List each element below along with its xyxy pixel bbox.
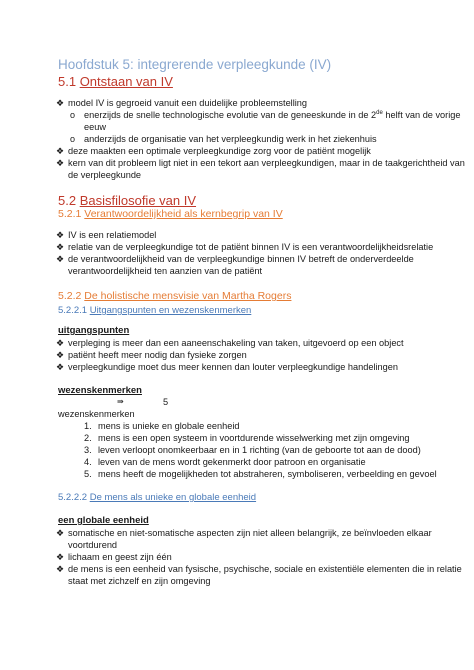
diamond-bullet-icon: ❖ xyxy=(56,230,65,240)
numbered-item-text: leven verloopt onomkeerbaar en in 1 richting (van de geboorte tot aan de dood) xyxy=(98,445,421,455)
list-item-continuation: voortdurend xyxy=(68,540,118,550)
count-value: 5 xyxy=(163,397,169,407)
numbered-item-text: mens is unieke en globale eenheid xyxy=(98,421,240,431)
diamond-bullet-icon: ❖ xyxy=(56,564,65,574)
item-number: 2. xyxy=(84,433,92,443)
list-item: IV is een relatiemodel xyxy=(68,230,157,240)
section-number: 5.1 xyxy=(58,74,80,89)
item-number: 3. xyxy=(84,445,92,455)
uitgangspunten-heading: uitgangspunten xyxy=(58,325,130,336)
numbered-item xyxy=(84,457,92,467)
section-title: De holistische mensvisie van Martha Rogers xyxy=(84,290,292,302)
diamond-bullet-icon: ❖ xyxy=(56,528,65,538)
list-item: model IV is gegroeid vanuit een duidelijke probleemstelling xyxy=(68,98,308,108)
list-item: de mens is een eenheid van fysische, psychische, sociale en existentiële elementen die in relatie xyxy=(68,564,462,574)
list-item: relatie van de verpleegkundige tot de patiënt binnen IV is een verantwoordelijkheidsrelatie xyxy=(68,242,434,252)
section-5-2-2-2-heading xyxy=(58,492,256,503)
item-number: 1. xyxy=(84,421,92,431)
list-item: somatische en niet-somatische aspecten zijn niet alleen belangrijk, ze beïnvloeden elkaar xyxy=(68,528,432,538)
item-number: 5. xyxy=(84,469,92,479)
numbered-item xyxy=(84,445,92,455)
list-item-continuation: eeuw xyxy=(84,122,106,132)
numbered-item-text: mens heeft de mogelijkheden tot abstraheren, symboliseren, verbeelding en gevoel xyxy=(98,469,437,479)
numbered-item-text: mens is een open systeem in voortdurende wisselwerking met zijn omgeving xyxy=(98,433,410,443)
list-text: helft van de vorige xyxy=(382,110,461,121)
arrow-icon: ⇛ xyxy=(117,397,124,406)
list-item: verpleging is meer dan een aaneenschakeling van taken, uitgevoerd op een object xyxy=(68,338,404,348)
section-5-2-heading xyxy=(58,193,196,208)
section-5-2-2-1-heading xyxy=(58,305,251,316)
section-title: De mens als unieke en globale eenheid xyxy=(89,492,257,503)
diamond-bullet-icon: ❖ xyxy=(56,158,65,168)
section-title: Ontstaan van IV xyxy=(79,74,173,89)
circle-bullet-icon: o xyxy=(70,134,76,144)
numbered-item xyxy=(84,421,92,431)
list-item: patiënt heeft meer nodig dan fysieke zorgen xyxy=(68,350,247,360)
list-item-continuation: de verpleegkunde xyxy=(68,170,142,180)
section-number: 5.2.1 xyxy=(58,208,85,220)
section-title: Uitgangspunten en wezenskenmerken xyxy=(89,305,252,316)
section-title: Basisfilosofie van IV xyxy=(79,193,197,208)
numbered-item xyxy=(84,433,92,443)
list-item-continuation: verantwoordelijkheid ten aanzien van de patiënt xyxy=(68,266,263,276)
globale-eenheid-heading: een globale eenheid xyxy=(58,515,149,526)
diamond-bullet-icon: ❖ xyxy=(56,98,65,108)
circle-bullet-icon: o xyxy=(70,110,76,120)
section-5-2-2-heading xyxy=(58,290,291,302)
numbered-item-text: leven van de mens wordt gekenmerkt door patroon en organisatie xyxy=(98,457,366,467)
numbered-item xyxy=(84,469,92,479)
wezenskenmerken-heading: wezenskenmerken xyxy=(58,385,142,396)
section-number: 5.2 xyxy=(58,193,80,208)
list-item: anderzijds de organisatie van het verpleegkundig werk in het ziekenhuis xyxy=(84,134,377,144)
diamond-bullet-icon: ❖ xyxy=(56,362,65,372)
section-number: 5.2.2.2 xyxy=(58,492,90,503)
list-item: deze maakten een optimale verpleegkundige zorg voor de patiënt mogelijk xyxy=(68,146,371,156)
section-5-2-1-heading xyxy=(58,208,283,220)
list-item xyxy=(84,110,461,120)
list-text: enerzijds de snelle technologische evolutie van de geneeskunde in de 2 xyxy=(84,110,377,121)
diamond-bullet-icon: ❖ xyxy=(56,146,65,156)
label-text: wezenskenmerken xyxy=(58,409,135,419)
list-item-continuation: staat met zichzelf en zijn omgeving xyxy=(68,576,211,586)
diamond-bullet-icon: ❖ xyxy=(56,254,65,264)
section-5-1-heading xyxy=(58,74,173,89)
list-item: lichaam en geest zijn één xyxy=(68,552,172,562)
section-number: 5.2.2.1 xyxy=(58,305,90,316)
chapter-heading: Hoofdstuk 5: integrerende verpleegkunde (IV) xyxy=(58,57,332,72)
diamond-bullet-icon: ❖ xyxy=(56,552,65,562)
diamond-bullet-icon: ❖ xyxy=(56,338,65,348)
section-title: Verantwoordelijkheid als kernbegrip van IV xyxy=(84,208,283,220)
diamond-bullet-icon: ❖ xyxy=(56,350,65,360)
list-item: de verantwoordelijkheid van de verpleegkundige binnen IV betreft de onderverdeelde xyxy=(68,254,414,264)
superscript: de xyxy=(376,110,383,116)
diamond-bullet-icon: ❖ xyxy=(56,242,65,252)
item-number: 4. xyxy=(84,457,92,467)
list-item: kern van dit probleem ligt niet in een tekort aan verpleegkundigen, maar in de taakgerichtheid van xyxy=(68,158,465,168)
section-number: 5.2.2 xyxy=(58,290,85,302)
list-item: verpleegkundige moet dus meer kennen dan louter verpleegkundige handelingen xyxy=(68,362,398,372)
